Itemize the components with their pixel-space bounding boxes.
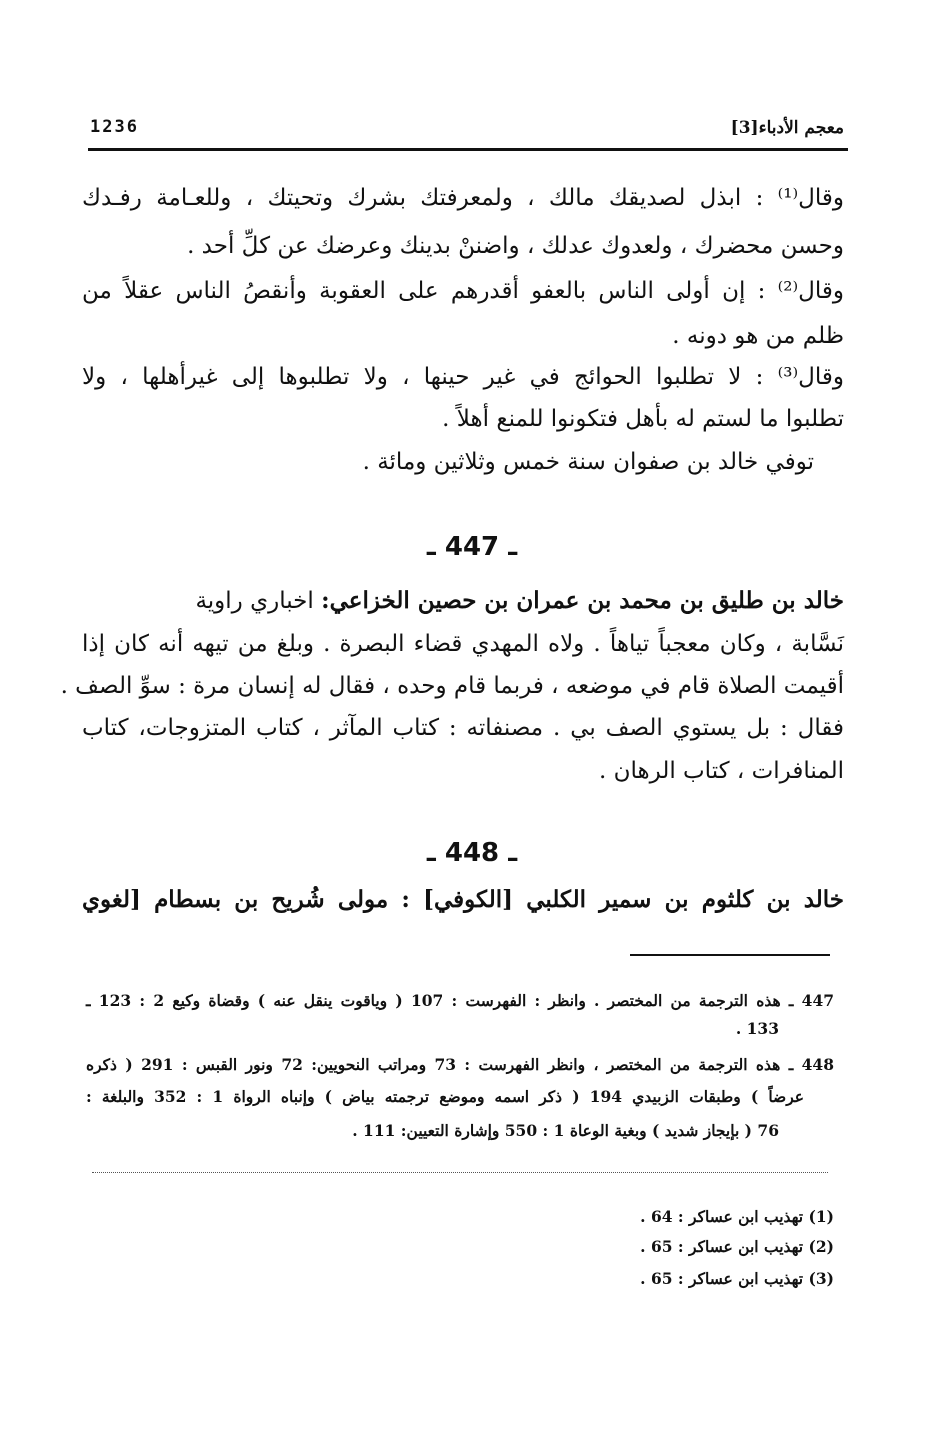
body-line: وقال⁽³⁾ : لا تطلبوا الحوائج في غير حينها ، ولا تطلبوها إلى غيرأهلها ، ولا: [82, 364, 844, 390]
footnote-line: 76 ( بإيجاز شديد ) وبغية الوعاة 1 : 550 وإشارة التعيين: 111 .: [352, 1121, 779, 1140]
footnote-line: 448 ـ هذه الترجمة من المختصر ، وانظر الفهرست : 73 ومراتب النحويين: 72 ونور القبس : 291 ( ذكره: [86, 1055, 834, 1074]
entry-number-447: ـ 447 ـ: [426, 532, 518, 562]
body-line: توفي خالد بن صفوان سنة خمس وثلاثين ومائة .: [362, 449, 814, 475]
body-line: المنافرات ، كتاب الرهان .: [598, 758, 844, 784]
entry-447-text: اخباري راوية: [195, 588, 314, 614]
body-line: نَسَّابة ، وكان معجباً تياهاً . ولاه المهدي قضاء البصرة . وبلغ من تيهه أنه كان إذا: [82, 631, 844, 657]
footnote-rule: [630, 954, 830, 956]
footnote-line: عرضاً ) وطبقات الزبيدي 194 ( ذكر اسمه وموضع ترجمته بياض ) وإنباه الرواة 1 : 352 والبلغة :: [86, 1087, 805, 1106]
body-line: وحسن محضرك ، ولعدوك عدلك ، واضننْ بدينك وعرضك عن كلِّ أحد .: [187, 233, 844, 259]
body-line: وقال⁽¹⁾ : ابذل لصديقك مالك ، ولمعرفتك بشرك وتحيتك ، وللعـامة رفـدك: [82, 185, 844, 211]
note-line: (1) تهذيب ابن عساكر : 64 .: [640, 1207, 834, 1226]
entry-447-name: خالد بن طليق بن محمد بن عمران بن حصين الخزاعي:: [321, 587, 844, 614]
body-line: فقال : بل يستوي الصف بي . مصنفاته : كتاب المآثر ، كتاب المتزوجات، كتاب: [82, 715, 844, 741]
entry-448-first-line: خالد بن كلثوم بن سمير الكلبي [الكوفي] : مولى شُريح بن بسطام [لغوي: [82, 886, 844, 913]
note-line: (3) تهذيب ابن عساكر : 65 .: [640, 1269, 834, 1288]
header-rule: [88, 148, 848, 151]
body-line: ظلم من هو دونه .: [672, 323, 844, 349]
footnote-line: 447 ـ هذه الترجمة من المختصر . وانظر : الفهرست : 107 ( وياقوت ينقل عنه ) وقضاة وكيع 2 : 123 ـ: [86, 991, 835, 1010]
body-line: أقيمت الصلاة قام في موضعه ، فربما قام وحده ، فقال له إنسان مرة : سوِّ الصف .: [60, 673, 844, 699]
body-line: تطلبوا ما لستم له بأهل فتكونوا للمنع أهلاً .: [442, 406, 844, 432]
footnote-line: 133 .: [735, 1019, 779, 1038]
notes-separator: [92, 1172, 828, 1173]
body-line: وقال⁽²⁾ : إن أولى الناس بالعفو أقدرهم على العقوبة وأنقصُ الناس عقلاً من: [82, 278, 844, 304]
entry-number-448: ـ 448 ـ: [426, 838, 518, 868]
note-line: (2) تهذيب ابن عساكر : 65 .: [640, 1237, 834, 1256]
running-title: معجم الأدباء[3]: [730, 118, 844, 138]
entry-447-first-line: [82, 586, 844, 616]
page-number: 1236: [90, 117, 139, 137]
